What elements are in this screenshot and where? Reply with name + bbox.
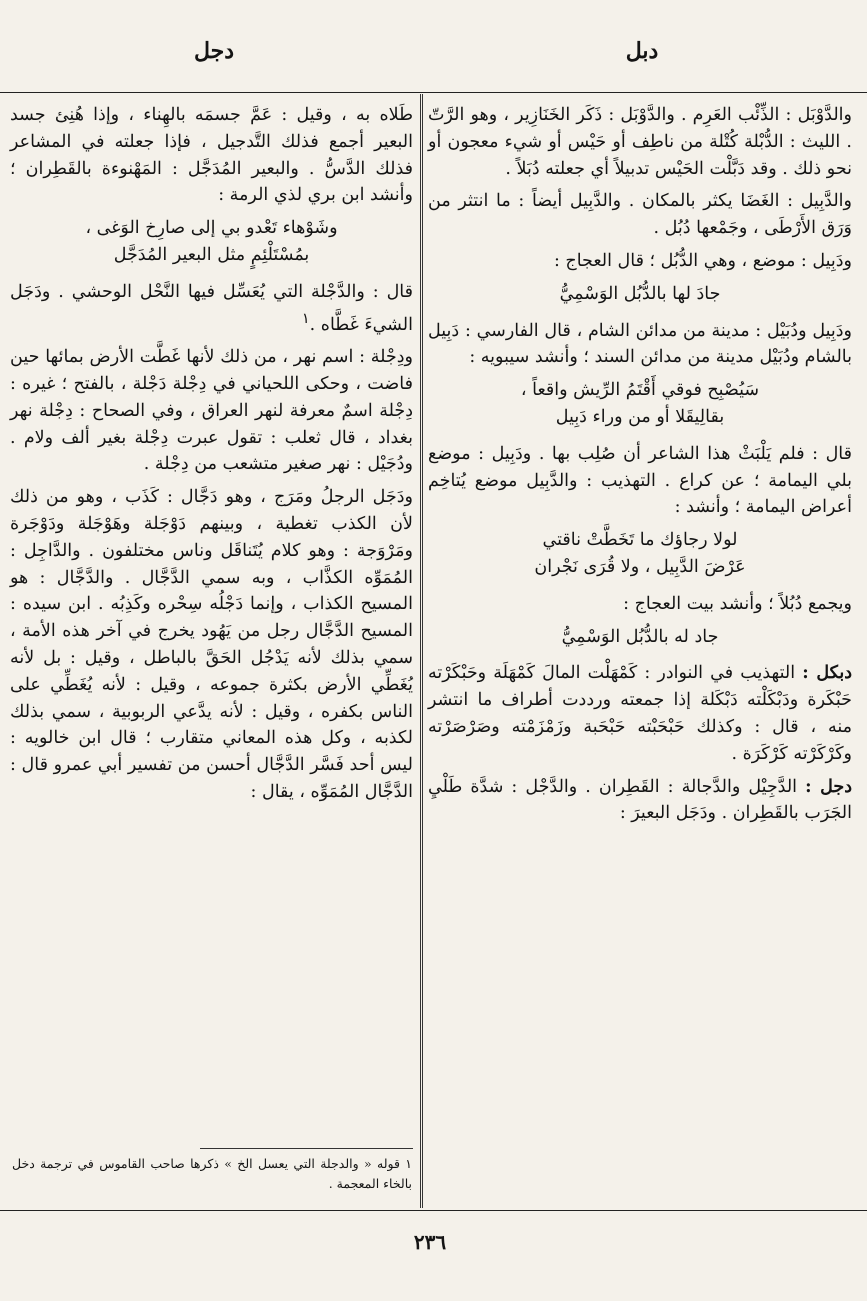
verse xyxy=(428,377,852,431)
footnote: ١ قوله « والدجلة التي يعسل الخ » ذكرها صاحب القاموس في ترجمة دخل بالخاء المعجمة . xyxy=(12,1156,412,1191)
entry-headword: دجل : xyxy=(805,776,852,797)
verse-hemistich: بمُسْتَلْئِمٍ مثل البعير المُدَجَّل xyxy=(113,244,310,265)
footnote-rule xyxy=(200,1148,413,1149)
entry-dbkl xyxy=(428,660,852,767)
paragraph xyxy=(10,279,413,338)
paragraph: والدَّبِيل : الغَضَا يكثر بالمكان . والدَّبِيل أيضاً : ما انتثر من وَرَق الأَرْطَى ، وجَمْعها دُبُل . xyxy=(428,191,852,239)
paragraph: ودِجْلة : اسم نهر ، من ذلك لأنها غَطَّت الأرض بمائها حين فاضت ، وحكى اللحياني في دِجْلة دَجْلة ، بالفتح ؛ غيره : دِجْلة اسمٌ معرفة لنهر العراق ، وفي الصحاح : دِجْلة نهر بغداد ، قال ثعلب : تقول عبرت دِجْلة بغير ألف ولام . ودُجَيْل : نهر صغير متشعب من دِجْلة . xyxy=(10,347,413,475)
page-number: ٢٣٦ xyxy=(413,1230,447,1254)
entry-djl xyxy=(428,774,852,828)
verse-hemistich: وشَوْهاء تَعْدو بي إلى صارِخ الوَغى ، xyxy=(85,218,338,239)
verse-hemistich: لولا رجاؤك ما تَخَطَّتْ ناقتي xyxy=(542,530,738,551)
paragraph: ودَجَل الرجلُ ومَرَج ، وهو دَجَّال : كَذَب ، وهو من ذلك لأن الكذب تغطية ، وبينهم دَوْجَلة وهَوْجَلة ودَوْجَرة ومَرْوَجة : وهو كلام يُتَناقَل وناس مختلفون . والدَّاجِل : المُمَوِّه الكذَّاب ، وبه سمي الدَّجَّال . والدَّجَّال : هو المسيح الكذاب ، وإنما دَجْلُه سِحْره وكَذِبُه . ابن سيده : المسيح الدَّجَّال رجل من يَهُود يخرج في آخر هذه الأمة ، سمي بذلك لأنه يَدْجُل الحَقَّ بالباطل ، وقيل : بل لأنه يُغَطِّي الأرض بكثرة جموعه ، وقيل : لأنه يُغَطِّي على الناس بكفره ، وقيل : لأنه يدَّعي الربوبية ، سمي بذلك لكذبه ، وكل هذه المعاني متقارب ؛ قال ابن خالويه : ليس أحد فَسَّر الدَّجَّال أحسن من تفسير أبي عمرو قال : الدَّجَّال المُمَوِّه ، يقال : xyxy=(10,487,413,802)
paragraph-text: قال : والدَّجْلة التي يُعَسِّل فيها النَّحْل الوحشي . ودَجَل الشيءَ غَطَّاه . xyxy=(10,281,413,335)
paragraph: ودَبِيل ودُبَيْل : مدينة من مدائن الشام ، قال الفارسي : دَبِيل بالشام ودُبَيْل مدينة من مدائن السند ؛ وأنشد سيبويه : xyxy=(428,320,852,368)
header-rule xyxy=(0,92,867,93)
paragraph: قال : فلم يَلْبَثْ هذا الشاعر أن صُلِب بها . ودَبِيل : موضع بلي اليمامة ؛ عن كراع . التهذيب : والدَّبِيل موضع يُتاخِم أعراض اليمامة ؛ وأنشد : xyxy=(428,443,852,518)
verse: جادَ لها بالدُّبُل الوَسْمِيُّ xyxy=(559,283,721,304)
left-column xyxy=(10,102,413,812)
verse-hemistich: بقالِيقَلا أو من وراء دَبِيل xyxy=(555,406,725,427)
header-left-title: دجل xyxy=(193,38,235,64)
paragraph: ودَبِيل : موضع ، وهي الدُّبُل ؛ قال العجاج : xyxy=(553,250,852,271)
verse xyxy=(428,527,852,581)
footer-rule xyxy=(0,1210,867,1211)
header-right-title: دبل xyxy=(625,38,659,64)
column-separator xyxy=(420,94,423,1208)
verse-hemistich: عَرْضَ الدَّبِيل ، ولا قُرَى نَجْران xyxy=(534,556,746,577)
paragraph: طَلاه به ، وقيل : عَمَّ جسمَه بالهِناء ، وإذا هُنِئ جسد البعير أجمع فذلك التَّدجيل ، فإذا جعلته في المشاعر فذلك الدَّسُّ . والبعير المُدَجَّل : المَهْنوءة بالقَطِران ؛ وأنشد ابن بري لذي الرمة : xyxy=(10,105,413,206)
footnote-marker: ١ xyxy=(301,309,310,327)
verse xyxy=(10,215,413,269)
verse: جاد له بالدُّبُل الوَسْمِيُّ xyxy=(561,626,719,647)
verse-hemistich: سَيُصْبِح فوقي أَقْتَمُ الرِّيش واقعاً ، xyxy=(520,380,760,401)
entry-text: التهذيب في النوادر : كَمْهَلْت المالَ كَمْهَلَة وحَبْكَرْته حَبْكَرة ودَبْكَلْته دَبْكَلة إذا جمعته ورددت أطراف ما انتشر منه ، قال : وكذلك حَبْحَبْته حَبْحَبة وزَمْزَمْته وصَرْصَرْته وكَرْكَرْته كَرْكَرَة . xyxy=(428,663,852,764)
entry-headword: دبكل : xyxy=(802,663,852,684)
right-column xyxy=(428,102,852,833)
paragraph: ويجمع دُبُلاً ؛ وأنشد بيت العجاج : xyxy=(623,593,852,614)
paragraph: والدَّوْبَل : الذِّئْب العَرِم . والدَّوْبَل : ذَكَر الخَنَازِير ، وهو الرَّتّ . الليث : الدُّبْلة كُتْلة من ناطِف أو حَيْس أو شيء معجون أو نحو ذلك . وقد دَبَّلْت الحَيْس تدبيلاً أي جعلته دُبَلاً . xyxy=(428,105,852,179)
entry-text: الدَّجِيْل والدَّجالة : القَطِران . والدَّجْل : شدَّة طَلْيِ الجَرَب بالقَطِران . ودَجَل البعيرَ : xyxy=(428,776,852,824)
